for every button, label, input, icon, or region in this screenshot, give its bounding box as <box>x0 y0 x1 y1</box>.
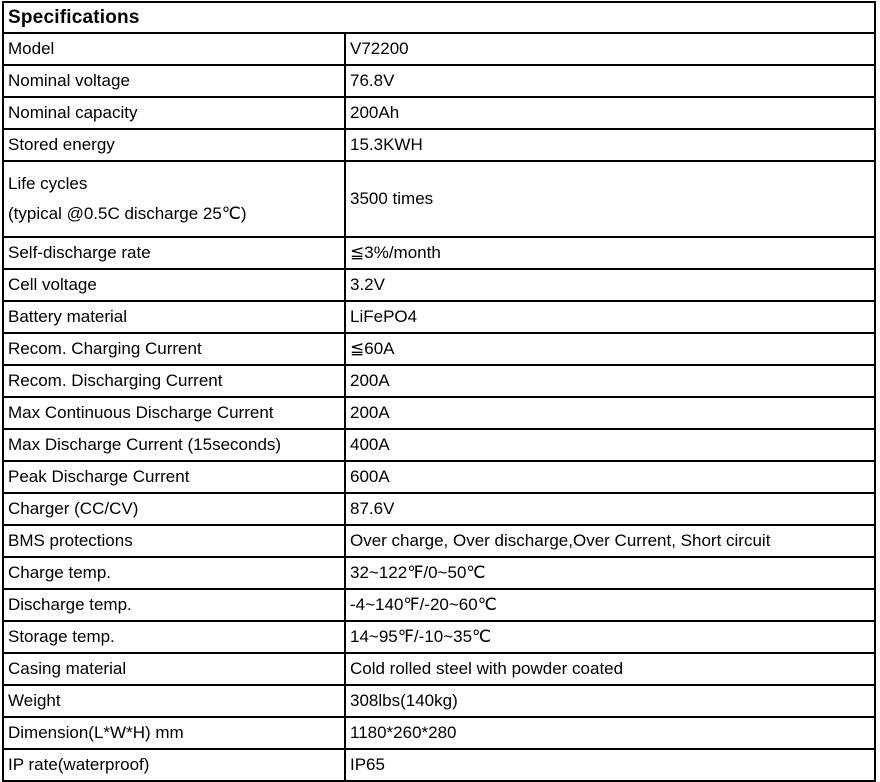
spec-label: BMS protections <box>8 531 133 550</box>
spec-label: Dimension(L*W*H) mm <box>8 723 184 742</box>
spec-value-cell <box>345 717 875 749</box>
table-row <box>3 65 875 97</box>
spec-value-cell <box>345 161 875 237</box>
spec-value-cell <box>345 653 875 685</box>
table-row <box>3 749 875 781</box>
spec-value-cell <box>345 461 875 493</box>
spec-label-cell <box>3 161 345 237</box>
spec-value-cell <box>345 749 875 781</box>
table-row <box>3 129 875 161</box>
spec-value: 400A <box>350 435 390 454</box>
spec-label-cell <box>3 33 345 65</box>
spec-value: ≦60A <box>350 339 395 358</box>
table-row <box>3 589 875 621</box>
table-row <box>3 365 875 397</box>
spec-value-cell <box>345 589 875 621</box>
spec-value-cell <box>345 525 875 557</box>
spec-label-cell <box>3 269 345 301</box>
spec-value: 32~122℉/0~50℃ <box>350 563 486 582</box>
specifications-table <box>2 1 876 782</box>
table-row <box>3 653 875 685</box>
spec-value: Over charge, Over discharge,Over Current, Short circuit <box>350 531 771 550</box>
table-row <box>3 269 875 301</box>
spec-value-cell <box>345 397 875 429</box>
spec-value-cell <box>345 97 875 129</box>
spec-value: 308lbs(140kg) <box>350 691 458 710</box>
table-row <box>3 429 875 461</box>
spec-value: ≦3%/month <box>350 243 441 262</box>
spec-label: Discharge temp. <box>8 595 132 614</box>
table-body <box>3 33 875 781</box>
table-row <box>3 621 875 653</box>
spec-value: Cold rolled steel with powder coated <box>350 659 624 678</box>
table-row <box>3 237 875 269</box>
spec-label-cell <box>3 129 345 161</box>
spec-value-cell <box>345 365 875 397</box>
spec-label: Stored energy <box>8 135 115 154</box>
table-row <box>3 525 875 557</box>
spec-label: Life cycles <box>8 174 88 193</box>
spec-value-cell <box>345 621 875 653</box>
spec-label-cell <box>3 557 345 589</box>
table-row <box>3 333 875 365</box>
spec-label-cell <box>3 237 345 269</box>
spec-label-cell <box>3 365 345 397</box>
spec-value: 3.2V <box>350 275 385 294</box>
spec-value: 87.6V <box>350 499 395 518</box>
spec-value: 200A <box>350 403 390 422</box>
spec-label: Max Discharge Current (15seconds) <box>8 435 282 454</box>
spec-value-cell <box>345 557 875 589</box>
spec-value: 14~95℉/-10~35℃ <box>350 627 492 646</box>
spec-value-cell <box>345 333 875 365</box>
spec-value: -4~140℉/-20~60℃ <box>350 595 497 614</box>
spec-label: Storage temp. <box>8 627 115 646</box>
spec-label: Max Continuous Discharge Current <box>8 403 274 422</box>
spec-label: Weight <box>8 691 61 710</box>
spec-label: Peak Discharge Current <box>8 467 190 486</box>
spec-value: 200Ah <box>350 103 400 122</box>
table-row <box>3 461 875 493</box>
spec-label-cell <box>3 653 345 685</box>
spec-value-cell <box>345 429 875 461</box>
spec-label-cell <box>3 685 345 717</box>
spec-label: Charger (CC/CV) <box>8 499 139 518</box>
spec-value: 200A <box>350 371 390 390</box>
spec-value: IP65 <box>350 755 385 774</box>
spec-label: Nominal capacity <box>8 103 138 122</box>
spec-label-cell <box>3 525 345 557</box>
spec-label-cell <box>3 429 345 461</box>
spec-label: Casing material <box>8 659 127 678</box>
spec-value-cell <box>345 33 875 65</box>
spec-value: 3500 times <box>350 189 434 208</box>
spec-label-cell <box>3 461 345 493</box>
spec-label-cell <box>3 493 345 525</box>
table-row <box>3 161 875 237</box>
spec-value: 76.8V <box>350 71 395 90</box>
table-row <box>3 301 875 333</box>
spec-value-cell <box>345 129 875 161</box>
table-row <box>3 717 875 749</box>
spec-label-cell <box>3 589 345 621</box>
spec-label-cell <box>3 65 345 97</box>
spec-label-cell <box>3 301 345 333</box>
table-title: Specifications <box>3 2 875 33</box>
spec-value: LiFePO4 <box>350 307 418 326</box>
spec-label: Charge temp. <box>8 563 111 582</box>
spec-value: 15.3KWH <box>350 135 423 154</box>
table-row <box>3 685 875 717</box>
spec-value-cell <box>345 65 875 97</box>
table-header-row <box>3 2 875 33</box>
spec-label-cell <box>3 397 345 429</box>
table-row <box>3 97 875 129</box>
spec-label: Recom. Charging Current <box>8 339 202 358</box>
spec-label: Battery material <box>8 307 128 326</box>
spec-value-cell <box>345 269 875 301</box>
spec-label-cell <box>3 717 345 749</box>
spec-label-note: (typical @0.5C discharge 25℃) <box>8 204 247 223</box>
spec-label-cell <box>3 333 345 365</box>
table-row <box>3 557 875 589</box>
table-row <box>3 397 875 429</box>
spec-value-cell <box>345 685 875 717</box>
spec-value: V72200 <box>350 39 409 58</box>
spec-value: 1180*260*280 <box>350 723 457 742</box>
table-row <box>3 493 875 525</box>
spec-value: 600A <box>350 467 390 486</box>
spec-label: Nominal voltage <box>8 71 130 90</box>
spec-label: Model <box>8 39 55 58</box>
spec-label-cell <box>3 621 345 653</box>
spec-label: Self-discharge rate <box>8 243 151 262</box>
spec-label-cell <box>3 749 345 781</box>
spec-label: IP rate(waterproof) <box>8 755 150 774</box>
spec-label: Cell voltage <box>8 275 97 294</box>
spec-label-cell <box>3 97 345 129</box>
spec-value-cell <box>345 237 875 269</box>
table-row <box>3 33 875 65</box>
spec-label: Recom. Discharging Current <box>8 371 223 390</box>
spec-value-cell <box>345 493 875 525</box>
spec-value-cell <box>345 301 875 333</box>
